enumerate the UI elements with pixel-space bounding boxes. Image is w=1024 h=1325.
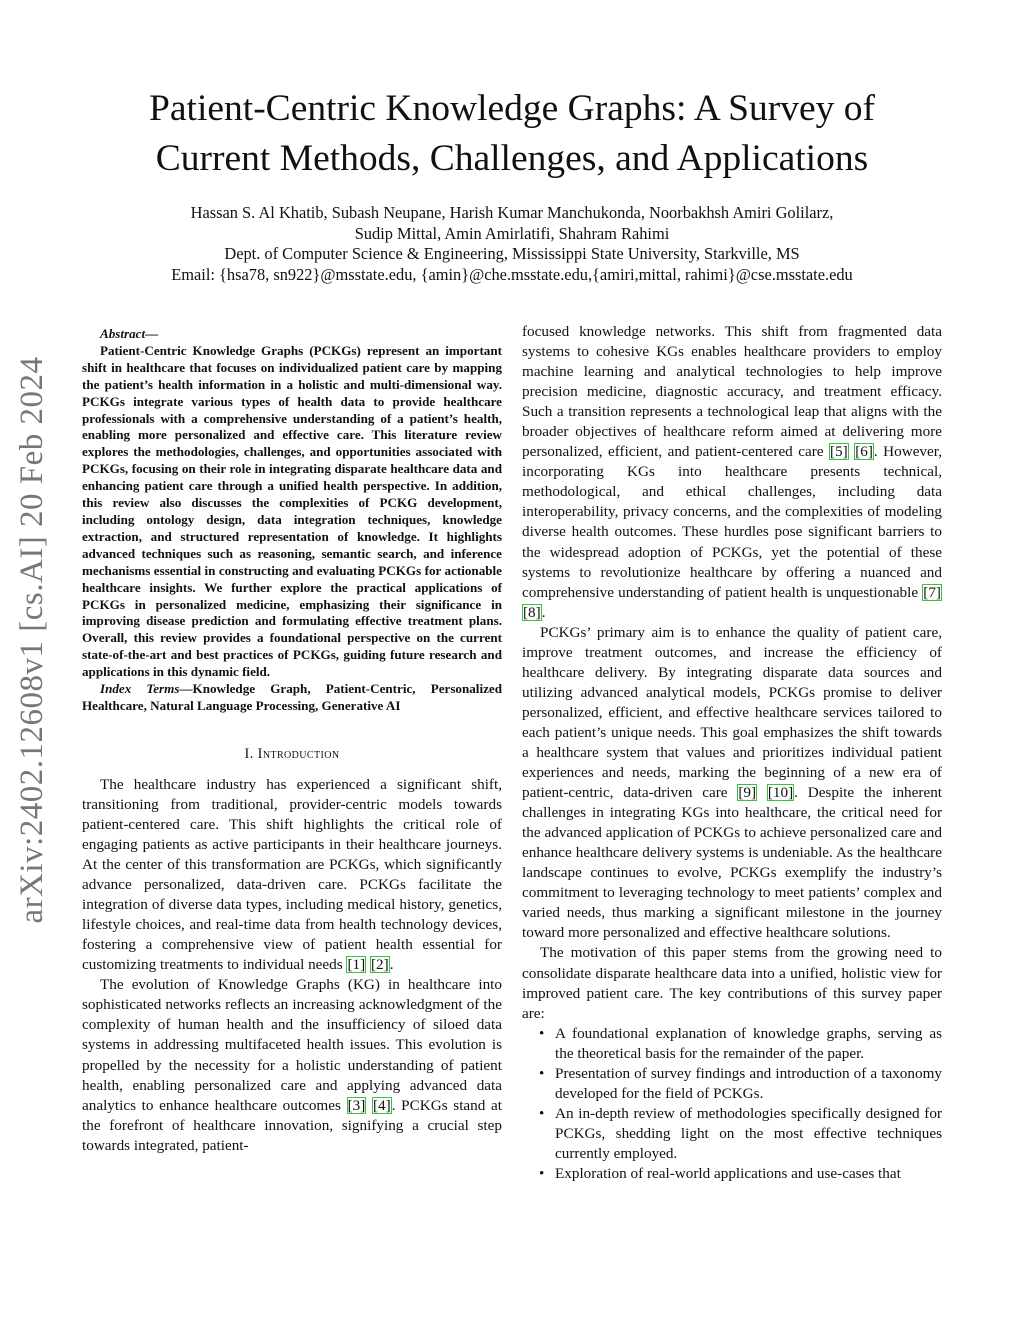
authors-line-2: Sudip Mittal, Amin Amirlatifi, Shahram Rahimi: [354, 223, 670, 243]
section-heading-text: Introduction: [257, 745, 340, 762]
citation-10[interactable]: [10]: [767, 784, 794, 802]
abstract: [82, 326, 502, 343]
abstract-label: Abstract—: [100, 326, 159, 341]
section-heading-introduction: I. Introduction: [244, 745, 340, 762]
citation-9[interactable]: [9]: [738, 784, 757, 802]
email-line: Email: {hsa78, sn922}@msstate.edu, {amin}@che.msstate.edu,{amiri,mittal, rahimi}@cse.msstate.edu: [171, 264, 853, 284]
contributions-list: [522, 1024, 942, 1184]
right-column: [522, 322, 942, 1184]
title-line-2: Current Methods, Challenges, and Applications: [155, 138, 869, 179]
author-block: [60, 203, 964, 285]
paper-title: [80, 84, 944, 184]
title-line-1: Patient-Centric Knowledge Graphs: A Survey of: [149, 88, 875, 129]
index-terms: [82, 681, 502, 715]
citation-5[interactable]: [5]: [830, 443, 848, 461]
authors-line-1: Hassan S. Al Khatib, Subash Neupane, Harish Kumar Manchukonda, Noorbakhsh Amiri Golilarz,: [190, 203, 834, 222]
intro-paragraph-3: PCKGs’ primary aim is to enhance the quality of patient care, improve treatment outcomes, and increase the efficiency of healthcare delivery. By integrating disparate data sources and utilizing advanced analytical models, PCKGs promise to deliver personalized, efficient, and effective healthcare services tailored to each patient’s unique needs. This goal emphasizes the shift towards a healthcare system that values and prioritizes individual patient experiences and needs, marking the beginning of a new era of patient-centric, data-driven care [9] [10]. Despite the inherent challenges in integrating KGs into healthcare, the critical need for the advanced application of PCKGs to achieve personalized care and enhance healthcare delivery systems is undeniable. As the healthcare landscape continues to evolve, PCKGs exemplify the industry’s commitment to leveraging technology to meet patients’ complex and varied needs, thus marking a significant milestone in the journey toward more personalized and effective healthcare solutions.: [522, 623, 943, 942]
left-column: [82, 326, 502, 1156]
list-item: • An in-depth review of methodologies specifically designed for PCKGs, shedding light on the most effective techniques currently employed.: [522, 1104, 942, 1164]
intro-paragraph-2-continued: focused knowledge networks. This shift from fragmented data systems to cohesive KGs enables healthcare providers to employ machine learning and analytical technologies to help improve precision medicine, diagnostic accuracy, and treatment efficacy. Such a transition represents a technological leap that aligns with the broader objectives of healthcare reform aimed at delivering more personalized, efficient, and patient-centered care [5] [6]. However, incorporating KGs into healthcare presents technical, methodological, and ethical challenges, including data interoperability, privacy concerns, and the complexities of modeling diverse health outcomes. These hurdles pose significant barriers to the widespread adoption of PCKGs, yet the potential of these systems to revolutionize healthcare by offering a nuanced and comprehensive understanding of patient health is unquestionable [7] [8].: [522, 323, 943, 621]
citation-6[interactable]: [6]: [855, 443, 873, 461]
intro-paragraph-2: The evolution of Knowledge Graphs (KG) in healthcare into sophisticated networks reflects an increasing acknowledgment of the complexity of human health and the insufficiency of siloed data systems in addressing multifaceted health issues. This evolution is propelled by the necessity for a holistic understanding of patient health, enabling personalized care and applying advanced data analytics to enhance healthcare outcomes [3] [4]. PCKGs stand at the forefront of healthcare innovation, signifying a crucial step towards integrated, patient-: [82, 976, 502, 1154]
affiliation: Dept. of Computer Science & Engineering, Mississippi State University, Starkville, MS: [224, 244, 800, 263]
citation-7[interactable]: [7]: [923, 583, 941, 601]
list-item: • A foundational explanation of knowledge graphs, serving as the theoretical basis for the remainder of the paper.: [522, 1024, 942, 1064]
list-item: • Presentation of survey findings and introduction of a taxonomy developed for the field of PCKGs.: [522, 1064, 942, 1104]
citation-3[interactable]: [3]: [347, 1096, 366, 1114]
citation-4[interactable]: [4]: [372, 1096, 391, 1114]
citation-8[interactable]: [8]: [523, 603, 541, 621]
abstract-text: Patient-Centric Knowledge Graphs (PCKGs) represent an important shift in healthcare that focuses on individualized patient care by mapping the patient’s health information in a holistic and multi-dimensional way. PCKGs integrate various types of health data to provide healthcare professionals with a comprehensive understanding of a patient’s health, enabling more personalized and effective care. This literature review explores the methodologies, challenges, and opportunities associated with PCKGs, focusing on their role in integrating disparate healthcare data and enhancing patient care through a unified health perspective. In addition, this review also discusses the complexities of PCKG development, including ontology design, data integration techniques, knowledge extraction, and structured representation of knowledge. It highlights advanced techniques such as reasoning, semantic search, and inference mechanisms essential in constructing and evaluating PCKGs for actionable healthcare insights. We further explore the practical applications of PCKGs in personalized medicine, emphasizing their significance in improving disease prediction and formulating effective treatment plans. Overall, this review provides a foundational perspective on the current state-of-the-art and best practices of PCKGs, guiding future research and applications in this dynamic field.: [82, 342, 502, 680]
intro-paragraph-4: The motivation of this paper stems from the growing need to consolidate disparate healthcare data into a unified, holistic view for improved patient care. The key contributions of this survey paper are:: [522, 944, 942, 1022]
citation-1[interactable]: [1]: [347, 956, 366, 974]
index-terms-text: —Knowledge Graph, Patient-Centric, Personalized Healthcare, Natural Language Processing, Generative AI: [82, 681, 502, 713]
index-terms-label: Index Terms: [100, 681, 180, 697]
intro-paragraph-1: The healthcare industry has experienced a significant shift, transitioning from traditional, provider-centric models towards patient-centered care. This shift highlights the critical role of engaging patients as active participants in their healthcare journeys. At the center of this transformation are PCKGs, which significantly advance personalized, data-driven care. PCKGs facilitate the integration of diverse data types, including medical history, genetics, lifestyle choices, and real-time data from health technology devices, fostering a comprehensive view of patient health essential for customizing treatments to individual needs [1] [2].: [82, 775, 502, 974]
arxiv-stamp: arXiv:2402.12608v1 [cs.AI] 20 Feb 2024: [14, 356, 50, 924]
citation-2[interactable]: [2]: [370, 956, 389, 974]
list-item: • Exploration of real-world applications and use-cases that: [522, 1164, 942, 1184]
